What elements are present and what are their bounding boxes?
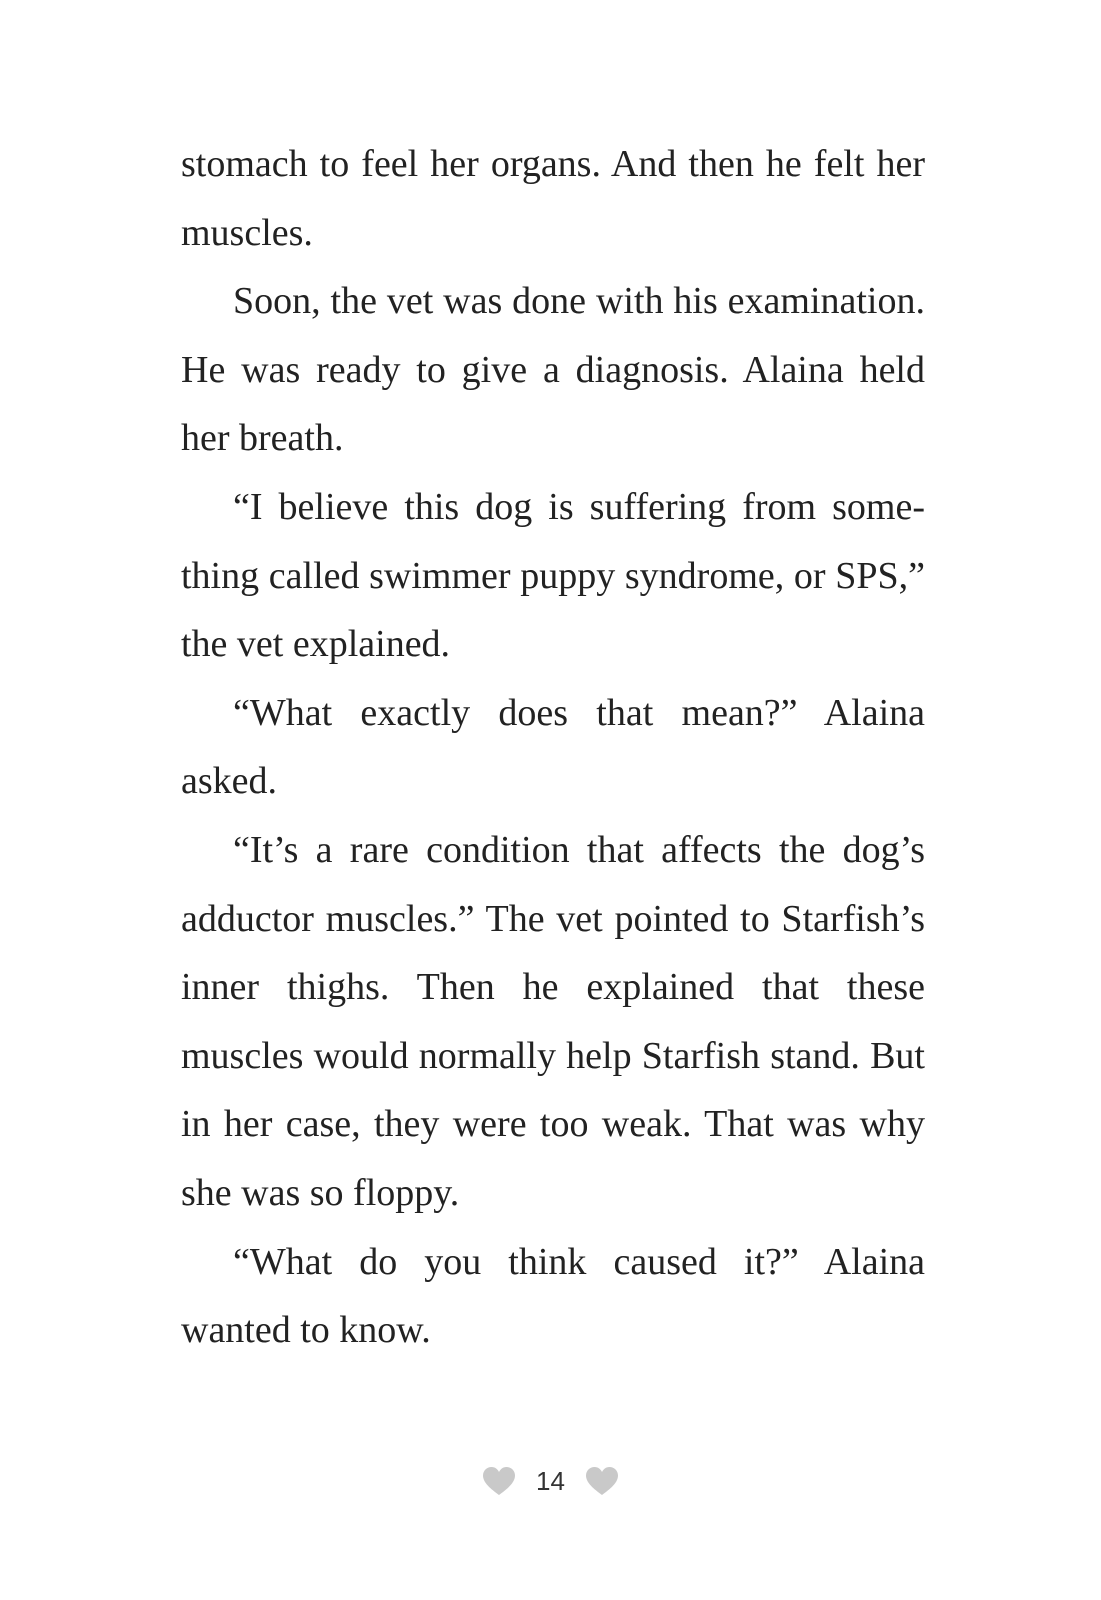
paragraph-2: Soon, the vet was done with his examination. He was ready to give a diagnosis. Alaina held her breath. — [181, 280, 925, 460]
paragraph-1: stomach to feel her organs. And then he felt her muscles. — [181, 143, 925, 254]
heart-icon — [482, 1466, 516, 1496]
page-footer — [0, 1456, 1101, 1506]
paragraph-6: “What do you think caused it?” Alaina wanted to know. — [181, 1240, 925, 1352]
body-text — [181, 130, 925, 1365]
paragraph-4: “What exactly does that mean?” Alaina asked. — [181, 691, 925, 803]
paragraph-3: “I believe this dog is suffering from something called swimmer puppy syndrome, or SPS,” the vet explained. — [181, 485, 925, 666]
heart-icon — [585, 1466, 619, 1496]
page-number: 14 — [536, 1466, 565, 1496]
paragraph-5: “It’s a rare condition that affects the dog’s adductor muscles.” The vet pointed to Starfish’s inner thighs. Then he explained that these muscles would normally help Starfish stand. But in her case, they were too weak. That was why she was so floppy. — [181, 828, 925, 1214]
